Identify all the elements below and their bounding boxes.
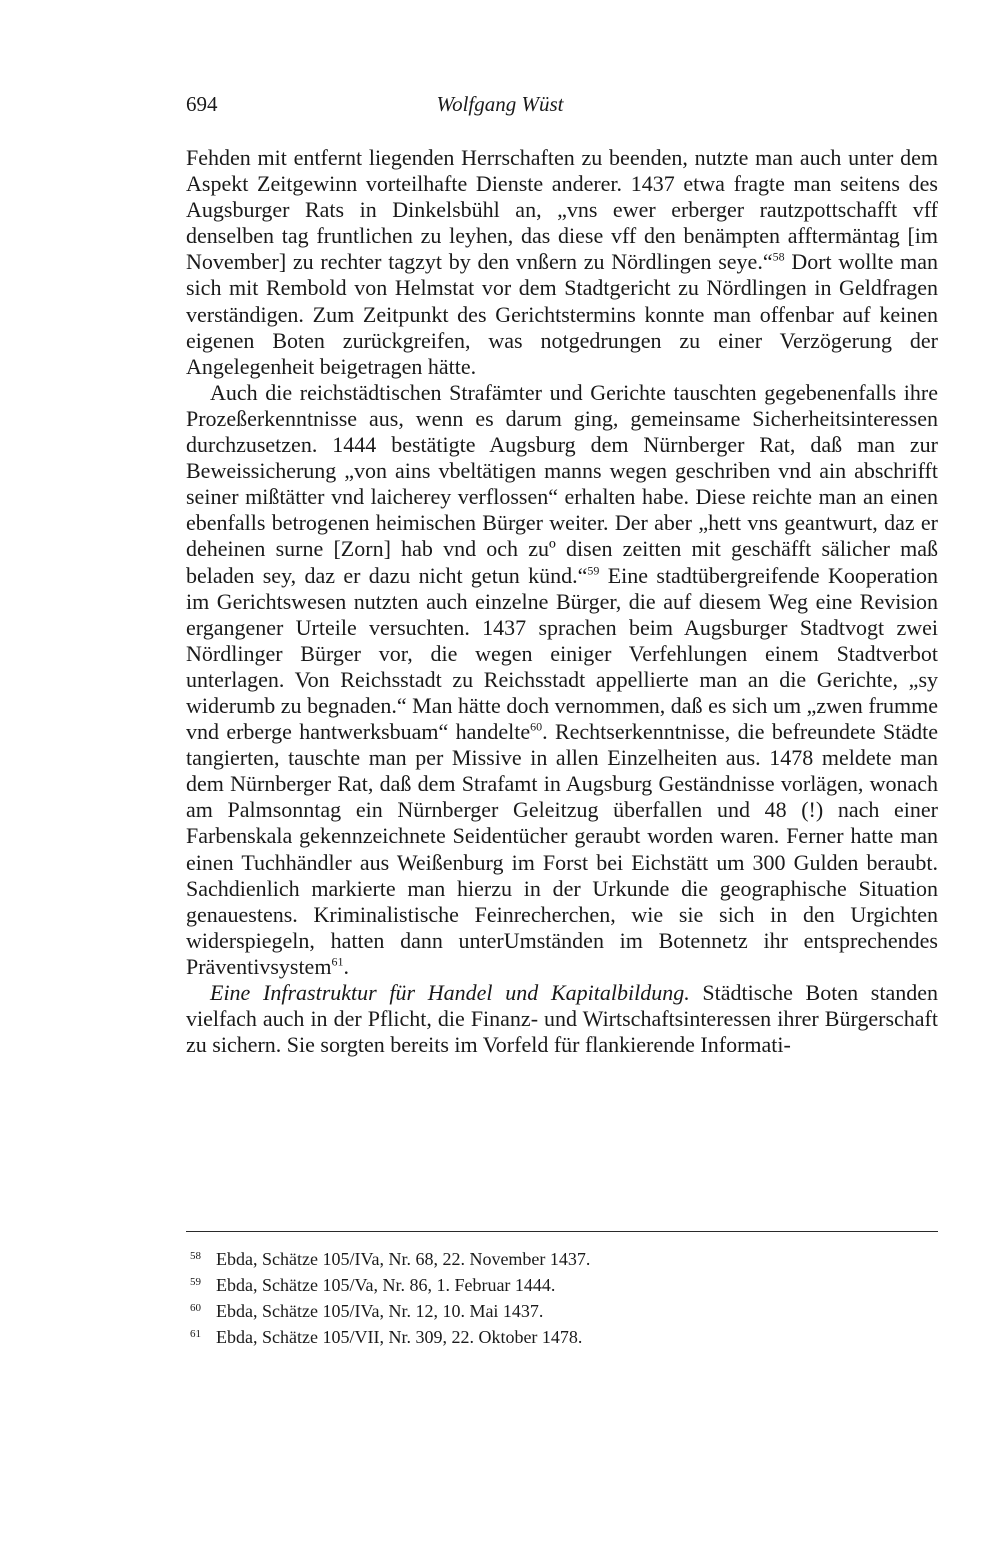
footnotes [190, 1248, 938, 1352]
footnote-text: Ebda, Schätze 105/VII, Nr. 309, 22. Oktober 1478. [216, 1327, 583, 1347]
footnote-60 [190, 1300, 938, 1326]
paragraph-text: Eine stadtübergreifende Kooperation im Gerichtswesen nutzten auch einzelne Bürger, die auf diesem Weg eine Revision ergangener Urteile versuchten. 1437 sprachen beim Augsburger Stadtvogt zwei Nördlinger Bürger vor, die wegen einiger Verfehlungen einem Stadtverbot unterlagen. Von Reichsstadt zu Reichsstadt appellierte man an die Gerichte, „sy widerumb zu begnaden.“ Man hätte doch vernommen, daß es sich um „zwen frumme vnd erberge hantwerksbuam“ handelte [186, 562, 938, 745]
paragraph-text: Städtische Boten standen vielfach auch in der Pflicht, die Finanz- und Wirtschaftsinteressen ihrer Bürgerschaft zu sichern. Sie sorgten bereits im Vorfeld für flankierende Informati- [186, 980, 938, 1058]
section-lead-italic: Eine Infrastruktur für Handel und Kapitalbildung. [210, 980, 690, 1005]
footnote-text: Ebda, Schätze 105/IVa, Nr. 12, 10. Mai 1437. [216, 1301, 544, 1321]
paragraph-2 [186, 380, 938, 980]
paragraph-text: Dort wollte man sich mit Rembold von Helmstat vor dem Stadtgericht zu Nördlingen in Geldfragen verständigen. Zum Zeitpunkt des Gerichtstermins konnte man offenbar auf keinen eigenen Boten zurückgreifen, was notgedrungen zu einer Verzögerung der Angelegenheit beigetragen hätte. [186, 249, 939, 379]
running-head: Wolfgang Wüst [436, 92, 564, 116]
paragraph-3 [186, 980, 938, 1058]
footnote-ref: 59 [587, 563, 600, 578]
paragraph-1 [186, 145, 938, 380]
footnote-marker: 58 [190, 1250, 201, 1262]
footnote-text: Ebda, Schätze 105/Va, Nr. 86, 1. Februar 1444. [216, 1275, 556, 1295]
page-number: 694 [186, 92, 218, 116]
footnote-marker: 61 [190, 1328, 201, 1340]
footnote-61 [190, 1326, 938, 1352]
footnote-divider [186, 1231, 938, 1232]
footnote-ref: 58 [772, 250, 785, 265]
paragraph-text: Fehden mit entfernt liegenden Herrschaften zu beenden, nutzte man auch unter dem Aspekt Zeitgewinn vorteilhafte Dienste anderer. 1437 etwa fragte man seitens des Augsburger Rats in Dinkelsbühl an, „vns ewer erberger rautzpottschafft vff denselben tag fruntlichen zu leyhen, das diese vff den benämpten afftermäntag [im November] zu rechter tagzyt by den vnßern zu Nördlingen seye.“ [186, 145, 938, 275]
footnote-marker: 60 [190, 1302, 201, 1314]
paragraph-text: . Rechtserkenntnisse, die befreundete Städte tangierten, tauschte man per Missive in allen Einzelheiten aus. 1478 meldete man dem Nürnberger Rat, daß dem Strafamt in Augsburg Geständnisse vorlägen, wonach am Palmsonntag ein Nürnberger Geleitzug überfallen und 48 (!) nach einer Farbenskala gekennzeichnete Seidentücher geraubt worden waren. Ferner hatte man einen Tuchhändler aus Weißenburg im Forst bei Eichstätt um 300 Gulden beraubt. Sachdienlich markierte man hierzu in der Urkunde die geographische Situation genauestens. Kriminalistische Feinrecherchen, wie sie sich in den Urgichten widerspiegeln, hatten dann unterUmständen im Botennetz ihr entsprechendes Präventivsystem [186, 719, 938, 979]
footnote-58 [190, 1248, 938, 1274]
footnote-text: Ebda, Schätze 105/IVa, Nr. 68, 22. November 1437. [216, 1249, 591, 1269]
footnote-ref: 60 [530, 719, 543, 734]
footnote-ref: 61 [331, 954, 344, 969]
footnote-marker: 59 [190, 1276, 201, 1288]
paragraph-text: Auch die reichstädtischen Strafämter und Gerichte tauschten gegebenenfalls ihre Prozeßerkenntnisse aus, wenn es darum ging, gemeinsame Sicherheitsinteressen durchzusetzen. 1444 bestätigte Augsburg dem Nürnberger Rat, daß man zur Beweissicherung „von ains vbeltätigen manns wegen geschriben vnd ain abschrifft seiner mißtätter vnd laicherey verflossen“ erhalten habe. Diese reichte man an einen ebenfalls betrogenen heimischen Bürger weiter. Der aber „hett vns geantwurt, daz er deheinen surne [Zorn] hab vnd och zuº disen zeitten mit geschäfft sälicher maß beladen sey, daz er dazu nicht getun künd.“ [186, 379, 938, 588]
body-text [186, 145, 938, 1058]
paragraph-text: . [343, 953, 349, 979]
footnote-59 [190, 1274, 938, 1300]
